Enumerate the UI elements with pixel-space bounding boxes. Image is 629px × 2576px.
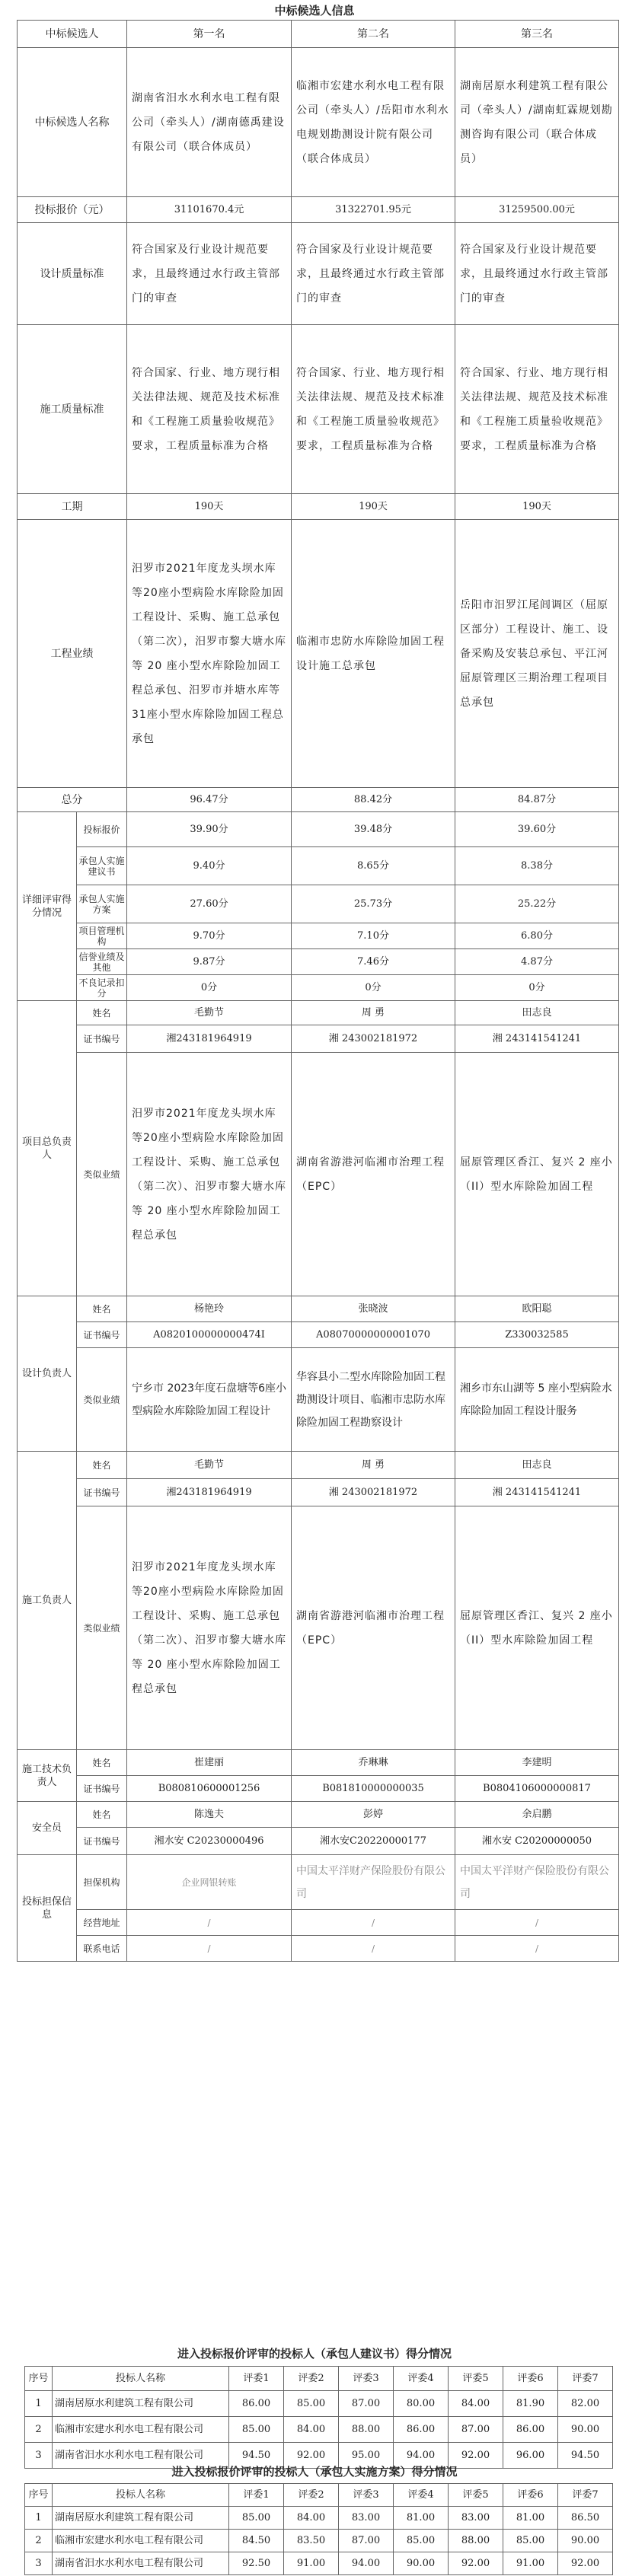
- duration-2: 190天: [292, 494, 455, 520]
- table-cell: 1: [25, 2391, 53, 2417]
- table-cell: 84.00: [284, 2507, 339, 2530]
- safety-name-row: [18, 1802, 619, 1828]
- score-value: 9.40分: [127, 847, 292, 885]
- table-cell: 临湘市宏建水利水电工程有限公司: [53, 2417, 229, 2443]
- table-row: [25, 2552, 613, 2575]
- bidder-name-3: 湖南居原水利建筑工程有限公司（牵头人）/湖南虹霖规划勘测咨询有限公司（联合体成员）: [455, 48, 619, 197]
- performance-row: [18, 520, 619, 788]
- candidate-table-wrapper: [17, 20, 618, 1962]
- bond-org: 中国太平洋财产保险股份有限公司: [455, 1855, 619, 1910]
- bond-phone: /: [127, 1936, 292, 1962]
- table-cell: 94.50: [229, 2443, 284, 2469]
- table-cell: 96.00: [503, 2443, 558, 2469]
- design-lead-group-label: 设计负责人: [18, 1296, 77, 1452]
- table-cell: 94.00: [339, 2552, 394, 2575]
- col-header: 评委3: [339, 2484, 394, 2507]
- table-cell: 92.50: [229, 2552, 284, 2575]
- design-quality-label: 设计质量标准: [18, 223, 127, 325]
- construction-lead-name: 毛勤节: [127, 1452, 292, 1479]
- score-value: 27.60分: [127, 885, 292, 923]
- table-cell: 90.00: [558, 2417, 613, 2443]
- table-cell: 92.00: [449, 2443, 503, 2469]
- col-header: 投标人名称: [53, 2367, 229, 2391]
- score-row: [18, 923, 619, 949]
- section2-title: 进入投标报价评审的投标人（承包人建议书）得分情况: [177, 2347, 452, 2361]
- bid-price-2: 31322701.95元: [292, 197, 455, 223]
- cert-label: 证书编号: [77, 1828, 127, 1855]
- candidate-table: [17, 20, 619, 1962]
- table-cell: 湖南省汨水水利水电工程有限公司: [53, 2443, 229, 2469]
- col-header: 评委1: [229, 2367, 284, 2391]
- performance-2: 临湘市忠防水库除险加固工程设计施工总承包: [292, 520, 455, 788]
- project-lead-perf: 汨罗市2021年度龙头坝水库等20座小型病险水库除险加固工程设计、采购、施工总承包（第二次）、汨罗市黎大塘水库等 20 座小型水库除险加固工程总承包: [127, 1053, 292, 1296]
- name-label: 姓名: [77, 1802, 127, 1828]
- table-cell: 90.00: [558, 2530, 613, 2552]
- col-header: 评委7: [558, 2367, 613, 2391]
- design-quality-row: [18, 223, 619, 325]
- total-row: [18, 788, 619, 812]
- table-cell: 85.00: [229, 2507, 284, 2530]
- score-value: 25.22分: [455, 885, 619, 923]
- plan-score-table: [24, 2483, 613, 2575]
- table-cell: 3: [25, 2552, 53, 2575]
- score-value: 0分: [127, 975, 292, 1001]
- score-value: 8.38分: [455, 847, 619, 885]
- name-label: 姓名: [77, 1001, 127, 1025]
- table-cell: 81.00: [503, 2507, 558, 2530]
- table-row: [25, 2391, 613, 2417]
- bidder-name-label: 中标候选人名称: [18, 48, 127, 197]
- table-row: [25, 2417, 613, 2443]
- construction-lead-perf: 屈原管理区香江、复兴 2 座小（II）型水库除险加固工程: [455, 1506, 619, 1750]
- table-cell: 88.00: [449, 2530, 503, 2552]
- project-lead-name: 田志良: [455, 1001, 619, 1025]
- table-cell: 84.00: [449, 2391, 503, 2417]
- score-row: [18, 885, 619, 923]
- construction-quality-1: 符合国家、行业、地方现行相关法律法规、规范及技术标准和《工程施工质量验收规范》要求，工程质量标准为合格: [127, 325, 292, 494]
- safety-name: 陈逸夫: [127, 1802, 292, 1828]
- header-rank-2: 第二名: [292, 21, 455, 48]
- header-row: [18, 21, 619, 48]
- col-header: 评委3: [339, 2367, 394, 2391]
- cert-label: 证书编号: [77, 1322, 127, 1348]
- construction-lead-cert: 湘 243141541241: [455, 1479, 619, 1506]
- bidder-name-2: 临湘市宏建水利水电工程有限公司（牵头人）/岳阳市水利水电规划勘测设计院有限公司（联合体成员）: [292, 48, 455, 197]
- safety-cert: 湘水安 C20200000050: [455, 1828, 619, 1855]
- table-header-row: [25, 2367, 613, 2391]
- col-header: 评委2: [284, 2367, 339, 2391]
- score-row: [18, 949, 619, 975]
- bidder-name-row: [18, 48, 619, 197]
- safety-group-label: 安全员: [18, 1802, 77, 1855]
- perf-label: 类似业绩: [77, 1506, 127, 1750]
- construction-lead-perf: 汨罗市2021年度龙头坝水库等20座小型病险水库除险加固工程设计、采购、施工总承包（第二次）、汨罗市黎大塘水库等 20 座小型水库除险加固工程总承包: [127, 1506, 292, 1750]
- score-value: 6.80分: [455, 923, 619, 949]
- score-value: 9.70分: [127, 923, 292, 949]
- design-lead-name: 张晓波: [292, 1296, 455, 1322]
- total-3: 84.87分: [455, 788, 619, 812]
- col-header: 评委1: [229, 2484, 284, 2507]
- table-cell: 85.00: [503, 2530, 558, 2552]
- score-item-label: 投标报价: [77, 812, 127, 847]
- col-header: 评委4: [394, 2484, 449, 2507]
- bond-addr-row: [18, 1910, 619, 1936]
- table-cell: 81.90: [503, 2391, 558, 2417]
- design-lead-perf: 宁乡市 2023年度石盘塘等6座小型病险水库除险加固工程设计: [127, 1348, 292, 1452]
- col-header: 评委6: [503, 2367, 558, 2391]
- score-value: 0分: [455, 975, 619, 1001]
- bid-price-1: 31101670.4元: [127, 197, 292, 223]
- table-row: [25, 2530, 613, 2552]
- table-cell: 1: [25, 2507, 53, 2530]
- tech-lead-cert: B0804106000000817: [455, 1776, 619, 1802]
- table-cell: 87.00: [339, 2530, 394, 2552]
- col-header: 评委5: [449, 2484, 503, 2507]
- cert-label: 证书编号: [77, 1479, 127, 1506]
- construction-lead-name-row: [18, 1452, 619, 1479]
- score-item-label: 项目管理机构: [77, 923, 127, 949]
- col-header: 评委4: [394, 2367, 449, 2391]
- name-label: 姓名: [77, 1750, 127, 1776]
- design-lead-perf: 华容县小二型水库除险加固工程勘测设计项目、临湘市忠防水库除险加固工程勘察设计: [292, 1348, 455, 1452]
- safety-name: 彭婷: [292, 1802, 455, 1828]
- total-label: 总分: [18, 788, 127, 812]
- bond-addr: /: [127, 1910, 292, 1936]
- score-value: 39.60分: [455, 812, 619, 847]
- table-cell: 88.00: [339, 2417, 394, 2443]
- name-label: 姓名: [77, 1296, 127, 1322]
- table-cell: 84.00: [284, 2417, 339, 2443]
- header-rank-1: 第一名: [127, 21, 292, 48]
- design-lead-cert: A0820100000000474I: [127, 1322, 292, 1348]
- safety-name: 余启鹏: [455, 1802, 619, 1828]
- table-cell: 91.00: [284, 2552, 339, 2575]
- design-lead-cert: A08070000000001070: [292, 1322, 455, 1348]
- score-value: 39.90分: [127, 812, 292, 847]
- construction-quality-3: 符合国家、行业、地方现行相关法律法规、规范及技术标准和《工程施工质量验收规范》要求，工程质量标准为合格: [455, 325, 619, 494]
- table-row: [25, 2507, 613, 2530]
- table-cell: 2: [25, 2530, 53, 2552]
- bond-addr: /: [292, 1910, 455, 1936]
- construction-quality-label: 施工质量标准: [18, 325, 127, 494]
- table-cell: 湖南省汨水水利水电工程有限公司: [53, 2552, 229, 2575]
- table-cell: 92.00: [558, 2552, 613, 2575]
- table-cell: 92.00: [284, 2443, 339, 2469]
- perf-label: 类似业绩: [77, 1348, 127, 1452]
- design-lead-cert-row: [18, 1322, 619, 1348]
- bond-phone-row: [18, 1936, 619, 1962]
- table-cell: 81.00: [394, 2507, 449, 2530]
- table-cell: 95.00: [339, 2443, 394, 2469]
- score-row: [18, 847, 619, 885]
- tech-lead-cert-row: [18, 1776, 619, 1802]
- bid-price-3: 31259500.00元: [455, 197, 619, 223]
- safety-cert: 湘水安C20220000177: [292, 1828, 455, 1855]
- table-header-row: [25, 2484, 613, 2507]
- tech-lead-cert: B081810000000035: [292, 1776, 455, 1802]
- table-cell: 83.00: [449, 2507, 503, 2530]
- cert-label: 证书编号: [77, 1025, 127, 1053]
- table-cell: 85.00: [284, 2391, 339, 2417]
- table-cell: 86.50: [558, 2507, 613, 2530]
- project-lead-cert: 湘 243002181972: [292, 1025, 455, 1053]
- project-lead-name: 周 勇: [292, 1001, 455, 1025]
- design-lead-cert: Z330032585: [455, 1322, 619, 1348]
- performance-3: 岳阳市汨罗江尾闾调区（屈原区部分）工程设计、施工、设备采购及安装总承包、平江河屈原管理区三期治理工程项目总承包: [455, 520, 619, 788]
- plan-score-table-wrapper: [24, 2483, 612, 2575]
- duration-1: 190天: [127, 494, 292, 520]
- table-cell: 94.50: [558, 2443, 613, 2469]
- construction-lead-group-label: 施工负责人: [18, 1452, 77, 1750]
- safety-cert-row: [18, 1828, 619, 1855]
- table-cell: 临湘市宏建水利水电工程有限公司: [53, 2530, 229, 2552]
- score-value: 4.87分: [455, 949, 619, 975]
- proposal-score-table: [24, 2366, 613, 2469]
- design-lead-name: 杨艳玲: [127, 1296, 292, 1322]
- proposal-score-table-wrapper: [24, 2366, 612, 2469]
- score-value: 9.87分: [127, 949, 292, 975]
- table-cell: 91.00: [503, 2552, 558, 2575]
- score-item-label: 不良记录扣分: [77, 975, 127, 1001]
- design-quality-1: 符合国家及行业设计规范要求，且最终通过水行政主管部门的审查: [127, 223, 292, 325]
- table-cell: 84.50: [229, 2530, 284, 2552]
- bond-org: 中国太平洋财产保险股份有限公司: [292, 1855, 455, 1910]
- performance-1: 汨罗市2021年度龙头坝水库等20座小型病险水库除险加固工程设计、采购、施工总承包（第二次），汨罗市黎大塘水库等 20 座小型水库除险加固工程总承包、汨罗市并塘水库等31座小型水库除险加固工程总承包: [127, 520, 292, 788]
- score-row: [18, 812, 619, 847]
- col-header: 序号: [25, 2367, 53, 2391]
- table-cell: 85.00: [394, 2530, 449, 2552]
- project-lead-group-label: 项目总负责人: [18, 1001, 77, 1296]
- bond-org-row: [18, 1855, 619, 1910]
- table-cell: 90.00: [394, 2552, 449, 2575]
- total-1: 96.47分: [127, 788, 292, 812]
- table-cell: 86.00: [229, 2391, 284, 2417]
- col-header: 评委7: [558, 2484, 613, 2507]
- bond-phone-label: 联系电话: [77, 1936, 127, 1962]
- table-cell: 83.50: [284, 2530, 339, 2552]
- bidder-name-1: 湖南省汨水水利水电工程有限公司（牵头人）/湖南德禹建设有限公司（联合体成员）: [127, 48, 292, 197]
- performance-label: 工程业绩: [18, 520, 127, 788]
- score-value: 0分: [292, 975, 455, 1001]
- construction-lead-cert: 湘 243002181972: [292, 1479, 455, 1506]
- project-lead-perf: 湖南省游港河临湘市治理工程（EPC）: [292, 1053, 455, 1296]
- total-2: 88.42分: [292, 788, 455, 812]
- construction-lead-cert: 湘243181964919: [127, 1479, 292, 1506]
- bond-phone: /: [455, 1936, 619, 1962]
- bond-group-label: 投标担保信息: [18, 1855, 77, 1962]
- score-value: 39.48分: [292, 812, 455, 847]
- construction-lead-cert-row: [18, 1479, 619, 1506]
- construction-quality-2: 符合国家、行业、地方现行相关法律法规、规范及技术标准和《工程施工质量验收规范》要求，工程质量标准为合格: [292, 325, 455, 494]
- construction-lead-name: 周 勇: [292, 1452, 455, 1479]
- cert-label: 证书编号: [77, 1776, 127, 1802]
- table-cell: 86.00: [394, 2417, 449, 2443]
- score-group-label: 详细评审得分情况: [18, 812, 77, 1001]
- perf-label: 类似业绩: [77, 1053, 127, 1296]
- table-cell: 87.00: [449, 2417, 503, 2443]
- section1-title: 中标候选人信息: [274, 4, 355, 18]
- header-label: 中标候选人: [18, 21, 127, 48]
- col-header: 投标人名称: [53, 2484, 229, 2507]
- construction-lead-perf: 湖南省游港河临湘市治理工程（EPC）: [292, 1506, 455, 1750]
- bond-addr: /: [455, 1910, 619, 1936]
- table-cell: 湖南居原水利建筑工程有限公司: [53, 2391, 229, 2417]
- construction-lead-name: 田志良: [455, 1452, 619, 1479]
- duration-row: [18, 494, 619, 520]
- construction-lead-perf-row: [18, 1506, 619, 1750]
- score-value: 7.46分: [292, 949, 455, 975]
- table-cell: 2: [25, 2417, 53, 2443]
- table-cell: 87.00: [339, 2391, 394, 2417]
- col-header: 序号: [25, 2484, 53, 2507]
- score-item-label: 信誉业绩及其他: [77, 949, 127, 975]
- project-lead-name-row: [18, 1001, 619, 1025]
- construction-quality-row: [18, 325, 619, 494]
- table-cell: 82.00: [558, 2391, 613, 2417]
- project-lead-cert: 湘243181964919: [127, 1025, 292, 1053]
- table-cell: 85.00: [229, 2417, 284, 2443]
- table-cell: 80.00: [394, 2391, 449, 2417]
- table-cell: 86.00: [503, 2417, 558, 2443]
- table-cell: 92.00: [449, 2552, 503, 2575]
- bond-phone: /: [292, 1936, 455, 1962]
- name-label: 姓名: [77, 1452, 127, 1479]
- project-lead-name: 毛勤节: [127, 1001, 292, 1025]
- tech-lead-name-row: [18, 1750, 619, 1776]
- score-item-label: 承包人实施方案: [77, 885, 127, 923]
- design-lead-name: 欧阳聪: [455, 1296, 619, 1322]
- tech-lead-cert: B080810600001256: [127, 1776, 292, 1802]
- design-lead-perf: 湘乡市东山湖等 5 座小型病险水库除险加固工程设计服务: [455, 1348, 619, 1452]
- score-row: [18, 975, 619, 1001]
- bid-price-row: [18, 197, 619, 223]
- score-value: 8.65分: [292, 847, 455, 885]
- duration-label: 工期: [18, 494, 127, 520]
- table-cell: 83.00: [339, 2507, 394, 2530]
- design-quality-2: 符合国家及行业设计规范要求，且最终通过水行政主管部门的审查: [292, 223, 455, 325]
- project-lead-cert: 湘 243141541241: [455, 1025, 619, 1053]
- duration-3: 190天: [455, 494, 619, 520]
- col-header: 评委2: [284, 2484, 339, 2507]
- header-rank-3: 第三名: [455, 21, 619, 48]
- score-value: 25.73分: [292, 885, 455, 923]
- score-value: 7.10分: [292, 923, 455, 949]
- table-cell: 3: [25, 2443, 53, 2469]
- project-lead-perf: 屈原管理区香江、复兴 2 座小（II）型水库除险加固工程: [455, 1053, 619, 1296]
- col-header: 评委5: [449, 2367, 503, 2391]
- tech-lead-name: 乔琳琳: [292, 1750, 455, 1776]
- bond-addr-label: 经营地址: [77, 1910, 127, 1936]
- tech-lead-group-label: 施工技术负责人: [18, 1750, 77, 1802]
- score-item-label: 承包人实施建议书: [77, 847, 127, 885]
- safety-cert: 湘水安 C20230000496: [127, 1828, 292, 1855]
- tech-lead-name: 李建明: [455, 1750, 619, 1776]
- table-cell: 湖南居原水利建筑工程有限公司: [53, 2507, 229, 2530]
- project-lead-cert-row: [18, 1025, 619, 1053]
- design-lead-name-row: [18, 1296, 619, 1322]
- design-quality-3: 符合国家及行业设计规范要求，且最终通过水行政主管部门的审查: [455, 223, 619, 325]
- table-cell: 94.00: [394, 2443, 449, 2469]
- section3-title: 进入投标报价评审的投标人（承包人实施方案）得分情况: [171, 2465, 458, 2479]
- bid-price-label: 投标报价（元）: [18, 197, 127, 223]
- tech-lead-name: 崔建丽: [127, 1750, 292, 1776]
- bond-org: 企业网银转账: [127, 1855, 292, 1910]
- design-lead-perf-row: [18, 1348, 619, 1452]
- bond-org-label: 担保机构: [77, 1855, 127, 1910]
- project-lead-perf-row: [18, 1053, 619, 1296]
- col-header: 评委6: [503, 2484, 558, 2507]
